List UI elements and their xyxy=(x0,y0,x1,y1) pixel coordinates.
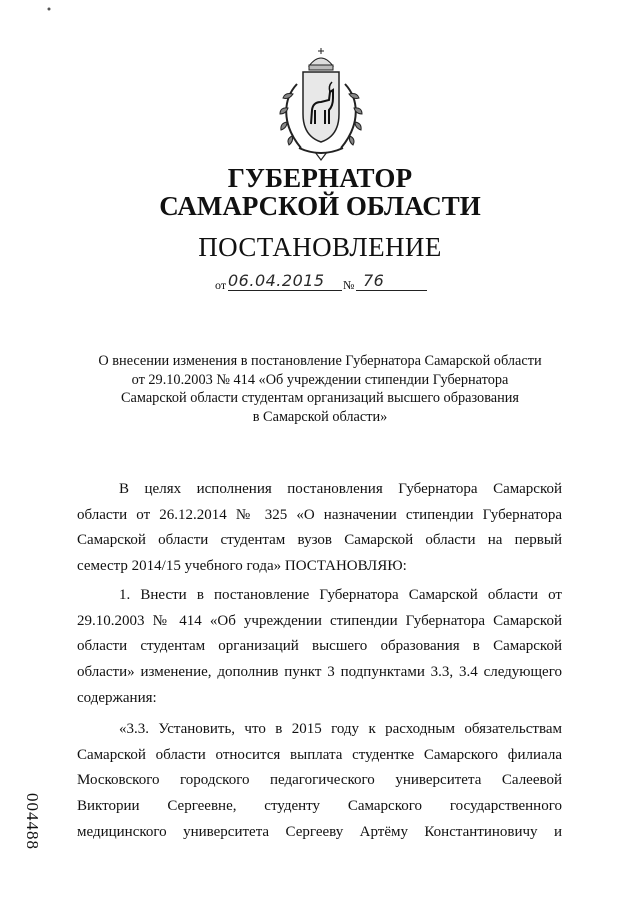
date-underline xyxy=(228,290,342,291)
text-line: области студентам организаций высшего образования в Самарской xyxy=(77,638,562,655)
date-label: от xyxy=(215,278,227,292)
text-line: области» изменение, дополнив пункт 3 подпунктами 3.3, 3.4 следующего xyxy=(77,664,562,681)
coat-of-arms-emblem xyxy=(275,44,367,162)
text-line: В целях исполнения постановления Губернатора Самарской xyxy=(119,481,562,497)
text-line: Московского городского педагогического университета Салеевой xyxy=(77,772,562,789)
text-line: содержания: xyxy=(77,689,157,706)
text-line: 29.10.2003 № 414 «Об учреждении стипендии Губернатора Самарской xyxy=(77,612,562,629)
header-line-2: САМАРСКОЙ ОБЛАСТИ xyxy=(159,191,481,221)
number-underline xyxy=(356,290,427,291)
title-line: Самарской области студентам организаций высшего образования xyxy=(121,390,519,407)
text-line: «3.3. Установить, что в 2015 году к расходным обязательствам xyxy=(119,721,562,737)
title-line: от 29.10.2003 № 414 «Об учреждении стипендии Губернатора xyxy=(131,371,509,388)
paragraph-item-1 xyxy=(77,583,562,712)
text-line: Самарской области студентам вузов Самарской области на первый xyxy=(77,532,562,549)
text-line: 1. Внести в постановление Губернатора Самарской области от xyxy=(119,587,562,603)
header-line-1: ГУБЕРНАТОР xyxy=(227,163,413,193)
paragraph-purpose xyxy=(77,477,562,580)
text-line: медицинского университета Сергееву Артёму Константиновичу и xyxy=(77,823,562,840)
title-line: в Самарской области» xyxy=(252,408,388,425)
number-label: № xyxy=(343,278,355,292)
text-line: семестр 2014/15 учебного года» ПОСТАНОВЛЯЮ: xyxy=(77,558,407,575)
text-line: области от 26.12.2014 № 325 «О назначении стипендии Губернатора xyxy=(77,506,562,523)
number-handwritten: 76 xyxy=(363,271,385,290)
text-line: Самарской области относится выплата студентке Самарского филиала xyxy=(77,746,562,763)
document-type: ПОСТАНОВЛЕНИЕ xyxy=(198,232,442,262)
scan-mark xyxy=(46,6,52,12)
side-registration-number: 004488 xyxy=(23,793,42,850)
text-line: Виктории Сергеевне, студенту Самарского государственного xyxy=(77,798,562,815)
resolution-title xyxy=(60,352,580,426)
title-line: О внесении изменения в постановление Губернатора Самарской области xyxy=(98,353,542,369)
date-handwritten: 06.04.2015 xyxy=(228,271,325,290)
paragraph-subitem-3-3 xyxy=(77,717,562,846)
